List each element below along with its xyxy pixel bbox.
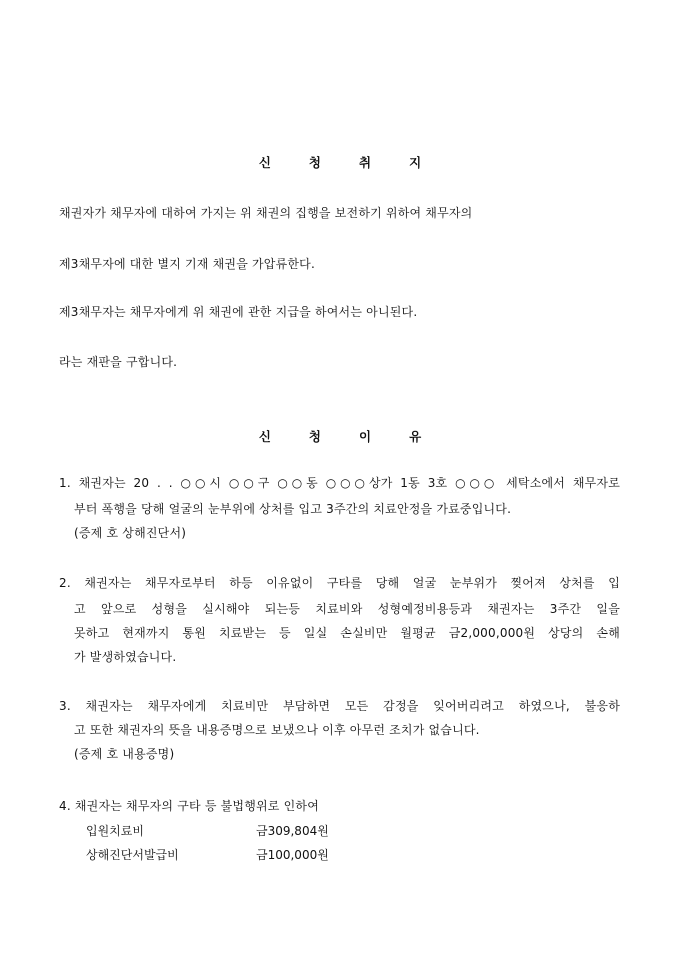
purpose-line-2: 제3채무자에 대한 별지 기재 채권을 가압류한다. (59, 257, 315, 271)
reason-4-line-1: 4. 채권자는 채무자의 구타 등 불법행위로 인하여 (59, 799, 319, 813)
purpose-heading-char: 지 (409, 155, 422, 170)
amount-value: 금309,804원 (256, 824, 329, 838)
purpose-line-1: 채권자가 채무자에 대하여 가지는 위 채권의 집행을 보전하기 위하여 채무자의 (59, 206, 473, 220)
reasons-heading-char: 이 (359, 429, 372, 444)
reason-3-line-2: 고 또한 채권자의 뜻을 내용증명으로 보냈으나 이후 아무런 조치가 없습니다. (74, 723, 480, 737)
amount-label: 입원치료비 (86, 824, 144, 838)
purpose-line-3: 제3채무자는 채무자에게 위 채권에 관한 지급을 하여서는 아니된다. (59, 305, 418, 319)
reason-2-line-3: 못하고 현재까지 통원 치료받는 등 일실 손실비만 월평균 금2,000,000원 상당의 손해 (74, 626, 620, 640)
reason-2-line-1: 2. 채권자는 채무자로부터 하등 이유없이 구타를 당해 얼굴 눈부위가 찢어져 상처를 입 (59, 576, 620, 590)
reasons-heading-char: 청 (308, 429, 321, 444)
purpose-heading-char: 취 (359, 155, 372, 170)
reason-1-evidence: (증제 호 상해진단서) (74, 526, 187, 540)
reason-1-line-1: 1. 채권자는 20 . . ○○시 ○○구 ○○동 ○○○상가 1동 3호 ○○○ 세탁소에서 채무자로 (59, 476, 620, 490)
reason-2-line-4: 가 발생하였습니다. (74, 650, 177, 664)
purpose-heading-char: 신 (258, 155, 271, 170)
purpose-line-4: 라는 재판을 구합니다. (59, 355, 178, 369)
reason-1-line-2: 부터 폭행을 당해 얼굴의 눈부위에 상처를 입고 3주간의 치료안정을 가료중입니다. (74, 502, 512, 516)
purpose-heading-char: 청 (308, 155, 321, 170)
amount-value: 금100,000원 (256, 848, 329, 862)
amount-label: 상해진단서발급비 (86, 848, 179, 862)
reasons-heading-char: 유 (409, 429, 422, 444)
reasons-heading (0, 427, 680, 445)
purpose-heading (0, 153, 680, 171)
reason-3-line-1: 3. 채권자는 채무자에게 치료비만 부담하면 모든 감정을 잊어버리려고 하였으나, 불응하 (59, 699, 620, 713)
reason-2-line-2: 고 앞으로 성형을 실시해야 되는등 치료비와 성형예정비용등과 채권자는 3주간 일을 (74, 602, 620, 616)
reasons-heading-char: 신 (258, 429, 271, 444)
reason-3-evidence: (증제 호 내용증명) (74, 747, 175, 761)
